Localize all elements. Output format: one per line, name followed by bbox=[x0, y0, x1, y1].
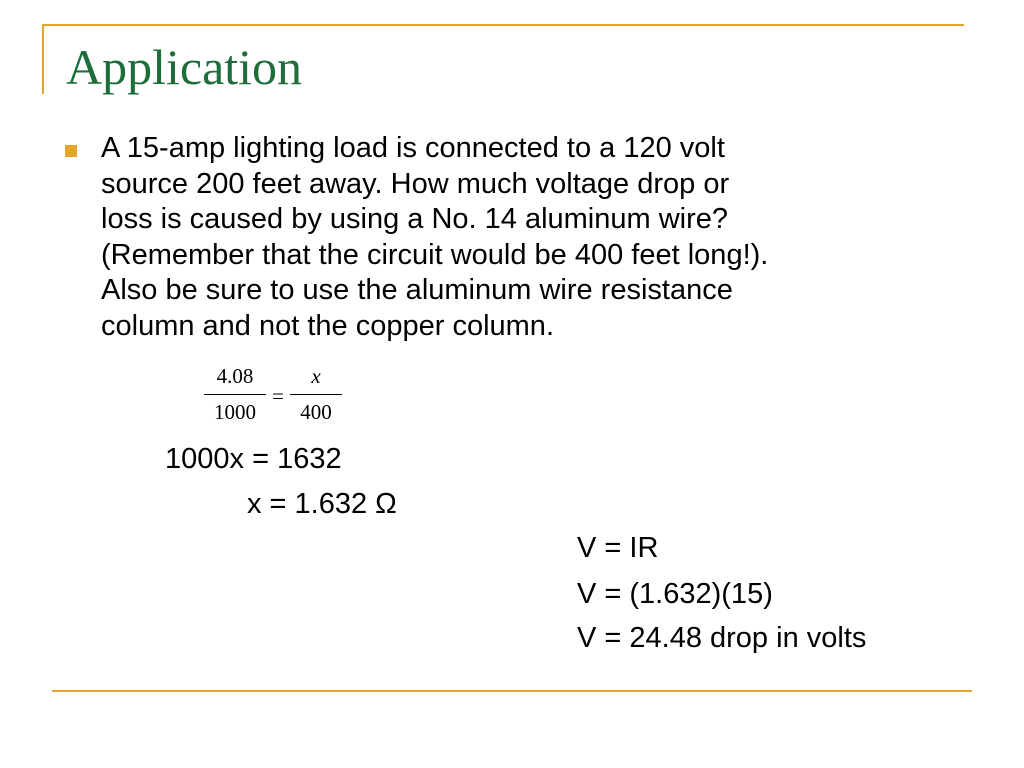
right-denominator: 400 bbox=[300, 400, 332, 424]
solution-step-3: V = IR bbox=[577, 532, 659, 564]
right-fraction bbox=[286, 360, 346, 427]
left-denominator: 1000 bbox=[214, 400, 256, 424]
frame-top-rule bbox=[42, 24, 964, 26]
solution-step-1: 1000x = 1632 bbox=[165, 443, 342, 475]
left-numerator: 4.08 bbox=[216, 364, 254, 388]
slide-title: Application bbox=[66, 39, 303, 95]
right-numerator: x bbox=[311, 364, 321, 388]
solution-step-4: V = (1.632)(15) bbox=[577, 578, 773, 610]
solution-step-2: x = 1.632 Ω bbox=[247, 488, 397, 520]
equals-sign: = bbox=[272, 384, 284, 408]
square-bullet-icon bbox=[65, 145, 77, 157]
solution-step-5: V = 24.48 drop in volts bbox=[577, 622, 867, 654]
problem-statement: A 15-amp lighting load is connected to a 120 volt source 200 feet away. How much voltage drop or loss is caused by using a No. 14 aluminum wire? (Remember that the circuit would be 400 feet long!). Also be sure to use the aluminum wire resistance column and not the copper column. bbox=[101, 132, 769, 342]
left-fraction bbox=[200, 360, 270, 427]
frame-left-rule bbox=[42, 24, 44, 94]
proportion-equation bbox=[200, 360, 380, 430]
footer-rule bbox=[52, 690, 972, 692]
